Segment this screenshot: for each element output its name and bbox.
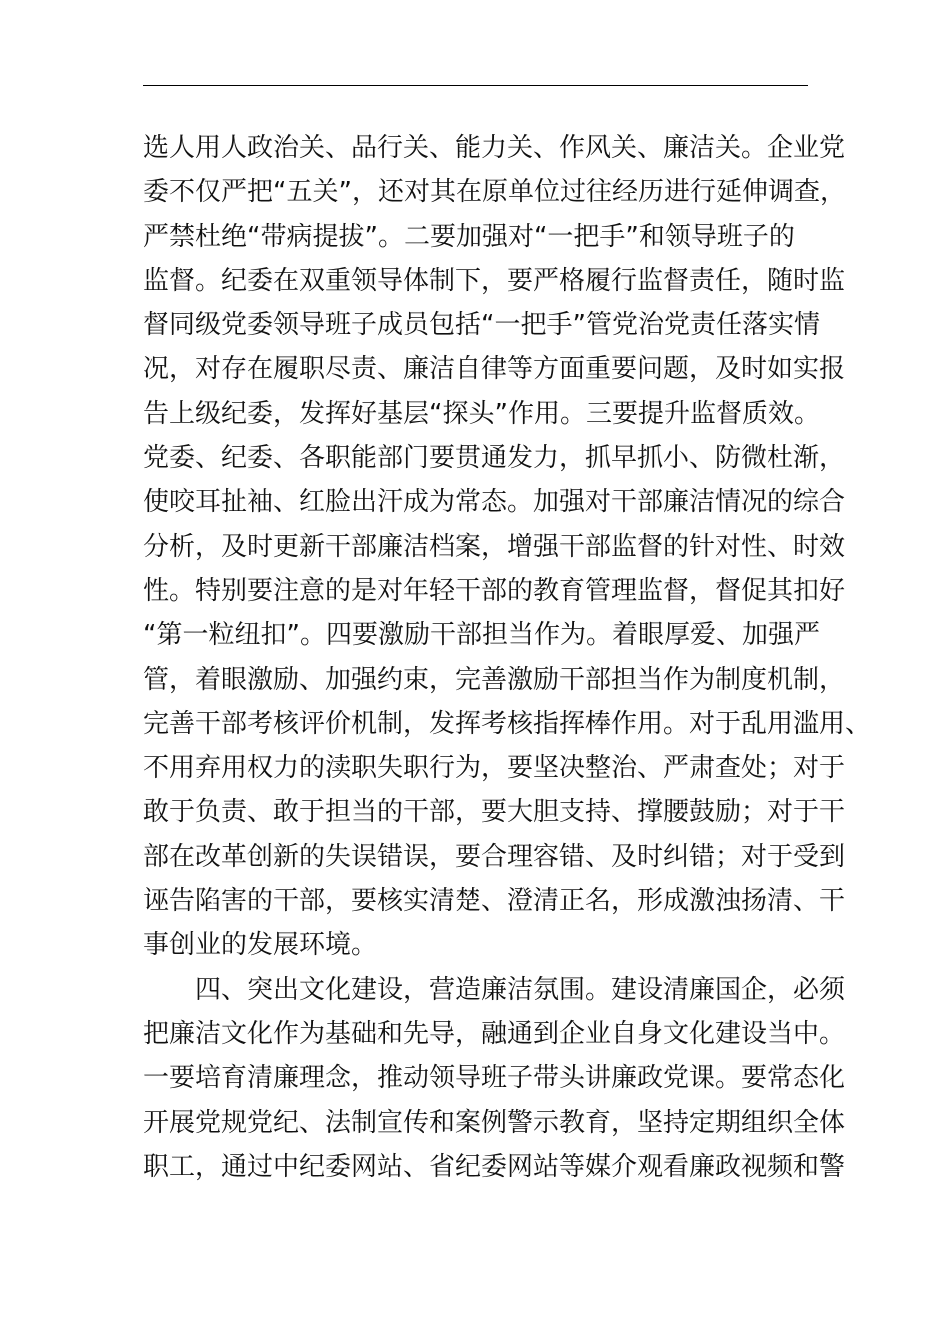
text-line: 党委、纪委、各职能部门要贯通发力，抓早抓小、防微杜渐， [143, 443, 846, 474]
document-body [143, 126, 872, 1189]
text-line: 委不仅严把“五关”，还对其在原单位过往经历进行延伸调查， [143, 177, 846, 208]
text-line: 一要培育清廉理念，推动领导班子带头讲廉政党课。要常态化 [143, 1063, 846, 1094]
paragraph-first-line: 四、突出文化建设，营造廉洁氛围。建设清廉国企，必须 [195, 974, 846, 1005]
text-line: 管，着眼激励、加强约束，完善激励干部担当作为制度机制， [143, 664, 846, 695]
text-line: 事创业的发展环境。 [143, 930, 378, 961]
text-line: 况，对存在履职尽责、廉洁自律等方面重要问题，及时如实报 [143, 354, 846, 385]
text-line: 使咬耳扯袖、红脸出汗成为常态。加强对干部廉洁情况的综合 [143, 487, 846, 518]
text-line: 开展党规党纪、法制宣传和案例警示教育，坚持定期组织全体 [143, 1107, 846, 1138]
text-line: 告上级纪委，发挥好基层“探头”作用。三要提升监督质效。 [143, 398, 820, 429]
text-line: 性。特别要注意的是对年轻干部的教育管理监督，督促其扣好 [143, 575, 846, 606]
text-line: 监督。纪委在双重领导体制下，要严格履行监督责任，随时监 [143, 265, 846, 296]
text-line: 分析，及时更新干部廉洁档案，增强干部监督的针对性、时效 [143, 531, 846, 562]
text-line: 督同级党委领导班子成员包括“一把手”管党治党责任落实情 [143, 310, 820, 341]
text-line: 不用弃用权力的渎职失职行为，要坚决整治、严肃查处；对于 [143, 753, 846, 784]
text-line: 诬告陷害的干部，要核实清楚、澄清正名，形成激浊扬清、干 [143, 886, 846, 917]
text-line: 选人用人政治关、品行关、能力关、作风关、廉洁关。企业党 [143, 133, 846, 163]
text-line: 把廉洁文化作为基础和先导，融通到企业自身文化建设当中。 [143, 1018, 846, 1049]
text-line: 职工，通过中纪委网站、省纪委网站等媒介观看廉政视频和警 [143, 1151, 846, 1182]
text-line: 部在改革创新的失误错误，要合理容错、及时纠错；对于受到 [143, 841, 846, 872]
text-line: 敢于负责、敢于担当的干部，要大胆支持、撑腰鼓励；对于干 [143, 797, 846, 828]
header-rule [143, 85, 808, 86]
text-line: 完善干部考核评价机制，发挥考核指挥棒作用。对于乱用滥用、 [143, 708, 872, 739]
text-line: 严禁杜绝“带病提拔”。二要加强对“一把手”和领导班子的 [143, 221, 795, 252]
text-line: “第一粒纽扣”。四要激励干部担当作为。着眼厚爱、加强严 [143, 620, 820, 651]
